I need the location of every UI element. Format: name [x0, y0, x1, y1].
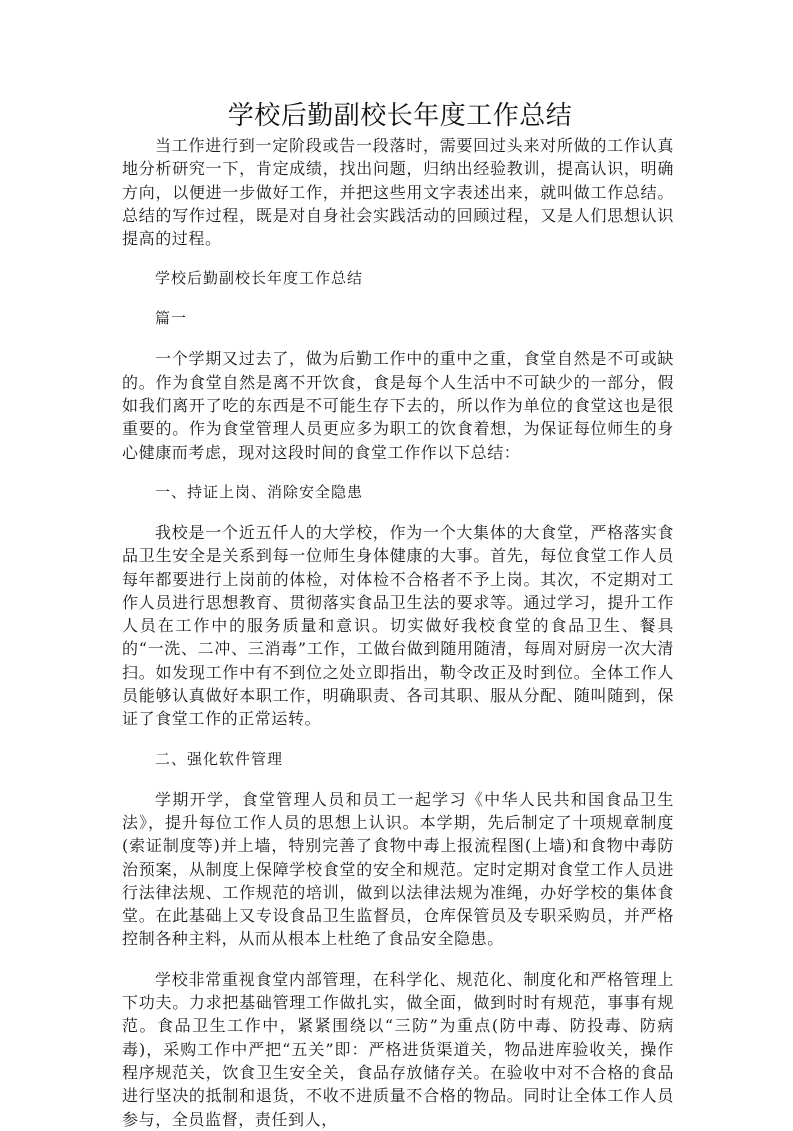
spacer: [122, 290, 674, 307]
section-heading: 一、持证上岗、消除安全隐患: [155, 482, 364, 501]
document-page: [122, 98, 674, 1131]
part-label: 篇一: [155, 309, 188, 328]
spacer: [122, 731, 674, 748]
section-heading: 二、强化软件管理: [155, 749, 284, 768]
body-paragraph: 学期开学，食堂管理人员和员工一起学习《中华人民共和国食品卫生法》，提升每位工作人员的思想上认识。本学期，先后制定了十项规章制度(索证制度等)并上墙，特别完善了食物中毒上报流程图(上墙)和食物中毒防治预案，从制度上保障学校食堂的安全和规范。定时定期对食堂工作人员进行法律法规、工作规范的培训，做到以法律法规为准绳，办好学校的集体食堂。在此基础上又专设食品卫生监督员，仓库保管员及专职采购员，并严格控制各种主料，从而从根本上杜绝了食品安全隐患。: [122, 789, 674, 949]
body-paragraph: 我校是一个近五仟人的大学校，作为一个大集体的大食堂，严格落实食品卫生安全是关系到每一位师生身体健康的大事。首先，每位食堂工作人员每年都要进行上岗前的体检，对体检不合格者不予上岗。其次，不定期对工作人员进行思想教育、贯彻落实食品卫生法的要求等。通过学习，提升工作人员在工作中的服务质量和意识。切实做好我校食堂的食品卫生、餐具的“一洗、二冲、三消毒”工作，工做台做到随用随清，每周对厨房一次大清扫。如发现工作中有不到位之处立即指出，勒令改正及时到位。全体工作人员能够认真做好本职工作，明确职责、各司其职、服从分配、随叫随到，保证了食堂工作的正常运转。: [122, 522, 674, 729]
document-subtitle: 学校后勤副校长年度工作总结: [155, 269, 364, 288]
spacer: [122, 250, 674, 267]
body-paragraph: 学校非常重视食堂内部管理，在科学化、规范化、制度化和严格管理上下功夫。力求把基础管理工作做扎实，做全面，做到时时有规范，事事有规范。食品卫生工作中，紧紧围绕以“三防”为重点(防中毒、防投毒、防病毒)，采购工作中严把“五关”即：严格进货渠道关，物品进库验收关，操作程序规范关，饮食卫生安全关，食品存放储存关。在验收中对不合格的食品进行坚决的抵制和退货，不收不进质量不合格的物品。同时让全体工作人员参与，全员监督，责任到人，: [122, 969, 674, 1129]
intro-paragraph: 当工作进行到一定阶段或告一段落时，需要回过头来对所做的工作认真地分析研究一下，肯定成绩，找出问题，归纳出经验教训，提高认识，明确方向，以便进一步做好工作，并把这些用文字表述出来，就叫做工作总结。总结的写作过程，既是对自身社会实践活动的回顾过程，又是人们思想认识提高的过程。: [122, 136, 674, 249]
spacer: [122, 464, 674, 481]
document-title: 学校后勤副校长年度工作总结: [227, 101, 573, 131]
spacer: [122, 771, 674, 788]
spacer: [122, 504, 674, 521]
spacer: [122, 951, 674, 968]
body-paragraph: 一个学期又过去了，做为后勤工作中的重中之重，食堂自然是不可或缺的。作为食堂自然是离不开饮食，食是每个人生活中不可缺少的一部分，假如我们离开了吃的东西是不可能生存下去的，所以作为单位的食堂这也是很重要的。作为食堂管理人员更应多为职工的饮食着想，为保证每位师生的身心健康而考虑，现对这段时间的食堂工作作以下总结：: [122, 349, 674, 462]
spacer: [122, 330, 674, 347]
